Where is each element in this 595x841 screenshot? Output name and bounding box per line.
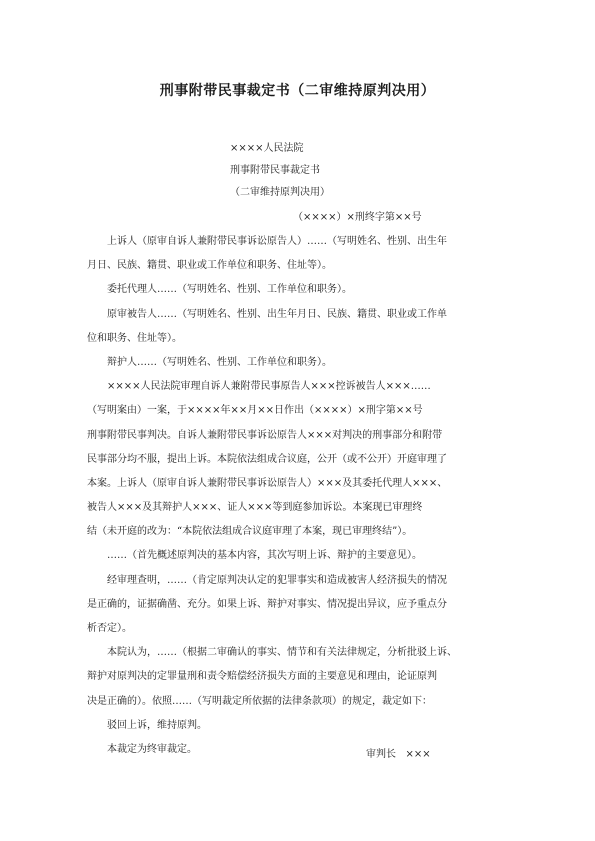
body-line: 位和职务、住址等）。 [87,332,182,344]
body-line: 委托代理人……（写明姓名、性别、工作单位和职务）。 [107,284,352,296]
body-line: 驳回上诉，维持原判。 [107,719,207,731]
signature-name: ××× [405,749,431,760]
body-line: 本院认为，……（根据二审确认的事实、情节和有关法律规定，分析批驳上诉、 [107,647,457,659]
doc-type: 刑事附带民事裁定书 [230,165,320,176]
signature-role: 审判长 [366,749,396,760]
body-line: 结（未开庭的改为：“本院依法组成合议庭审理了本案，现已审理终结”）。 [87,526,413,538]
body-line: 经审理查明，……（肯定原判决认定的犯罪事实和造成被害人经济损失的情况 [107,574,447,586]
document-header [230,138,330,204]
doc-usage: （二审维持原判决用） [230,187,330,198]
body-line: 析否定）。 [87,623,132,634]
body-line: 辩护人……（写明姓名、性别、工作单位和职务）。 [107,356,332,368]
body-line: 本案。上诉人（原审自诉人兼附带民事诉讼原告人）×××及其委托代理人×××、 [87,477,448,489]
body-line: 民事部分均不服，提出上诉。本院依法组成合议庭，公开（或不公开）开庭审理了 [87,453,447,465]
body-line: 决是正确的）。依照……（写明裁定所依据的法律条款项）的规定，裁定如下： [87,695,432,707]
body-line: 本裁定为终审裁定。 [107,743,197,755]
court-name: ××××人民法院 [230,143,304,154]
signature-line [366,745,431,760]
body-line: 上诉人（原审自诉人兼附带民事诉讼原告人）……（写明姓名、性别、出生年 [107,236,447,247]
body-line: 月日、民族、籍贯、职业或工作单位和职务、住址等）。 [87,260,332,272]
body-line: ××××人民法院审理自诉人兼附带民事原告人×××控诉被告人×××…… [107,381,431,393]
document-body [87,233,487,765]
body-line: ……（首先概述原判决的基本内容，其次写明上诉、辩护的主要意见）。 [107,550,422,562]
document-title: 刑事附带民事裁定书（二审维持原判决用） [159,83,436,99]
body-line: （写明案由）一案，于××××年××月××日作出（××××）×刑字第××号 [87,405,423,417]
body-line: 被告人×××及其辩护人×××、证人×××等到庭参加诉讼。本案现已审理终 [87,502,423,514]
body-line: 是正确的，证据确凿、充分。如果上诉、辩护对事实、情况提出异议，应予重点分 [87,598,447,610]
body-line: 原审被告人……（写明姓名、性别、出生年月日、民族、籍贯、职业或工作单 [107,308,447,320]
body-line: 刑事附带民事判决。自诉人兼附带民事诉讼原告人×××对判决的刑事部分和附带 [87,429,443,441]
case-number: （××××）×刑终字第××号 [293,212,422,223]
body-line: 辩护对原判决的定罪量刑和责令赔偿经济损失方面的主要意见和理由，论证原判 [87,671,437,683]
